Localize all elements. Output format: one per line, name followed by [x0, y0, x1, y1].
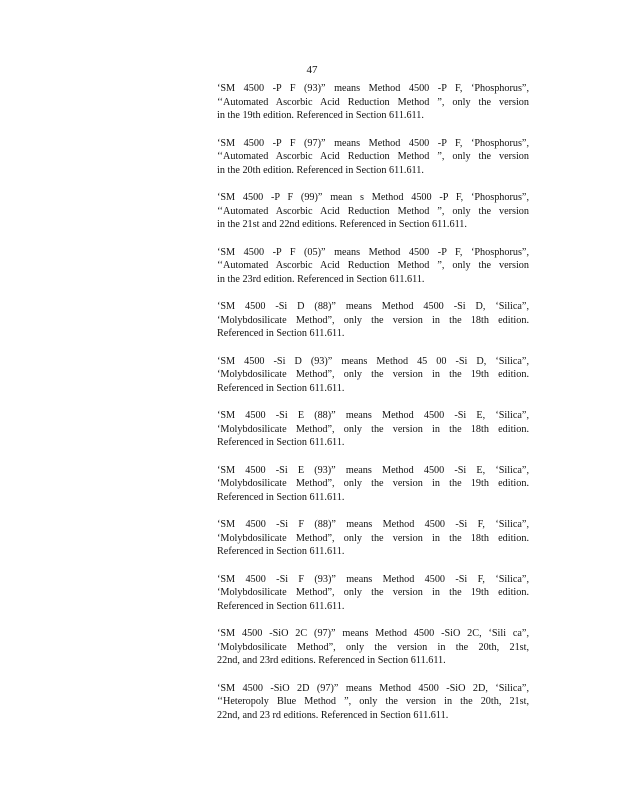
- entry-line: ‘‘Heteropoly Blue Method ”, only the version in the 20th, 21st,: [217, 696, 529, 707]
- entry-line: ‘SM 4500 -Si D (93)” means Method 45 00 -Si D, ‘Silica”,: [217, 355, 529, 367]
- definition-entry: [217, 464, 529, 505]
- entry-line: ‘‘Automated Ascorbic Acid Reduction Method ”, only the version: [217, 260, 529, 271]
- definition-entry: [217, 137, 529, 178]
- definition-entry: [217, 409, 529, 450]
- entry-line: Referenced in Section 611.611.: [217, 546, 345, 557]
- entry-line: Referenced in Section 611.611.: [217, 382, 345, 394]
- entry-line: ‘Molybdosilicate Method”, only the version in the 18th edition.: [217, 423, 529, 435]
- entry-line: Referenced in Section 611.611.: [217, 600, 345, 612]
- entry-line: ‘Molybdosilicate Method”, only the version in the 18th edition.: [217, 314, 529, 326]
- entry-line: ‘SM 4500 -Si E (93)” means Method 4500 -Si E, ‘Silica”,: [217, 464, 529, 476]
- entry-line: ‘Molybdosilicate Method”, only the version in the 19th edition.: [217, 587, 529, 598]
- entry-line: in the 20th edition. Referenced in Section 611.611.: [217, 164, 424, 176]
- entry-line: ‘‘Automated Ascorbic Acid Reduction Method ”, only the version: [217, 151, 529, 162]
- entry-line: ‘SM 4500 -P F (93)” means Method 4500 -P F, ‘Phosphorus”,: [217, 83, 529, 94]
- page-number: 47: [306, 64, 318, 76]
- entry-line: ‘SM 4500 -Si F (93)” means Method 4500 -Si F, ‘Silica”,: [217, 573, 529, 585]
- entry-line: ‘SM 4500 -Si F (88)” means Method 4500 -Si F, ‘Silica”,: [217, 519, 529, 530]
- entry-line: 22nd, and 23rd editions. Referenced in Section 611.611.: [217, 655, 446, 666]
- definition-entry: [217, 627, 529, 668]
- entry-line: ‘SM 4500 -SiO 2C (97)” means Method 4500 -SiO 2C, ‘Sili ca”,: [217, 628, 529, 639]
- definition-entry: [217, 573, 529, 614]
- definition-entry: [217, 682, 529, 723]
- entry-line: ‘SM 4500 -P F (05)” means Method 4500 -P F, ‘Phosphorus”,: [217, 246, 529, 258]
- entry-line: ‘SM 4500 -P F (99)” mean s Method 4500 -P F, ‘Phosphorus”,: [217, 192, 529, 203]
- entry-line: ‘Molybdosilicate Method”, only the version in the 19th edition.: [217, 369, 529, 380]
- entry-line: in the 21st and 22nd editions. Referenced in Section 611.611.: [217, 219, 467, 230]
- definitions-list: [217, 82, 529, 736]
- definition-entry: [217, 300, 529, 341]
- entry-line: ‘SM 4500 -SiO 2D (97)” means Method 4500 -SiO 2D, ‘Silica”,: [217, 682, 529, 694]
- entry-line: Referenced in Section 611.611.: [217, 437, 345, 448]
- definition-entry: [217, 518, 529, 559]
- entry-line: in the 19th edition. Referenced in Section 611.611.: [217, 110, 424, 121]
- entry-line: ‘SM 4500 -Si E (88)” means Method 4500 -Si E, ‘Silica”,: [217, 410, 529, 421]
- entry-line: ‘Molybdosilicate Method”, only the version in the 18th edition.: [217, 532, 529, 544]
- definition-entry: [217, 82, 529, 123]
- entry-line: ‘SM 4500 -P F (97)” means Method 4500 -P F, ‘Phosphorus”,: [217, 137, 529, 149]
- entry-line: in the 23rd edition. Referenced in Section 611.611.: [217, 273, 425, 285]
- entry-line: Referenced in Section 611.611.: [217, 328, 345, 339]
- entry-line: ‘‘Automated Ascorbic Acid Reduction Method ”, only the version: [217, 96, 529, 108]
- entry-line: ‘‘Automated Ascorbic Acid Reduction Method ”, only the version: [217, 205, 529, 217]
- entry-line: ‘Molybdosilicate Method”, only the version in the 20th, 21st,: [217, 641, 529, 653]
- entry-line: Referenced in Section 611.611.: [217, 491, 345, 503]
- definition-entry: [217, 191, 529, 232]
- entry-line: 22nd, and 23 rd editions. Referenced in Section 611.611.: [217, 709, 449, 721]
- definition-entry: [217, 246, 529, 287]
- entry-line: ‘SM 4500 -Si D (88)” means Method 4500 -Si D, ‘Silica”,: [217, 301, 529, 312]
- entry-line: ‘Molybdosilicate Method”, only the version in the 19th edition.: [217, 478, 529, 489]
- definition-entry: [217, 355, 529, 396]
